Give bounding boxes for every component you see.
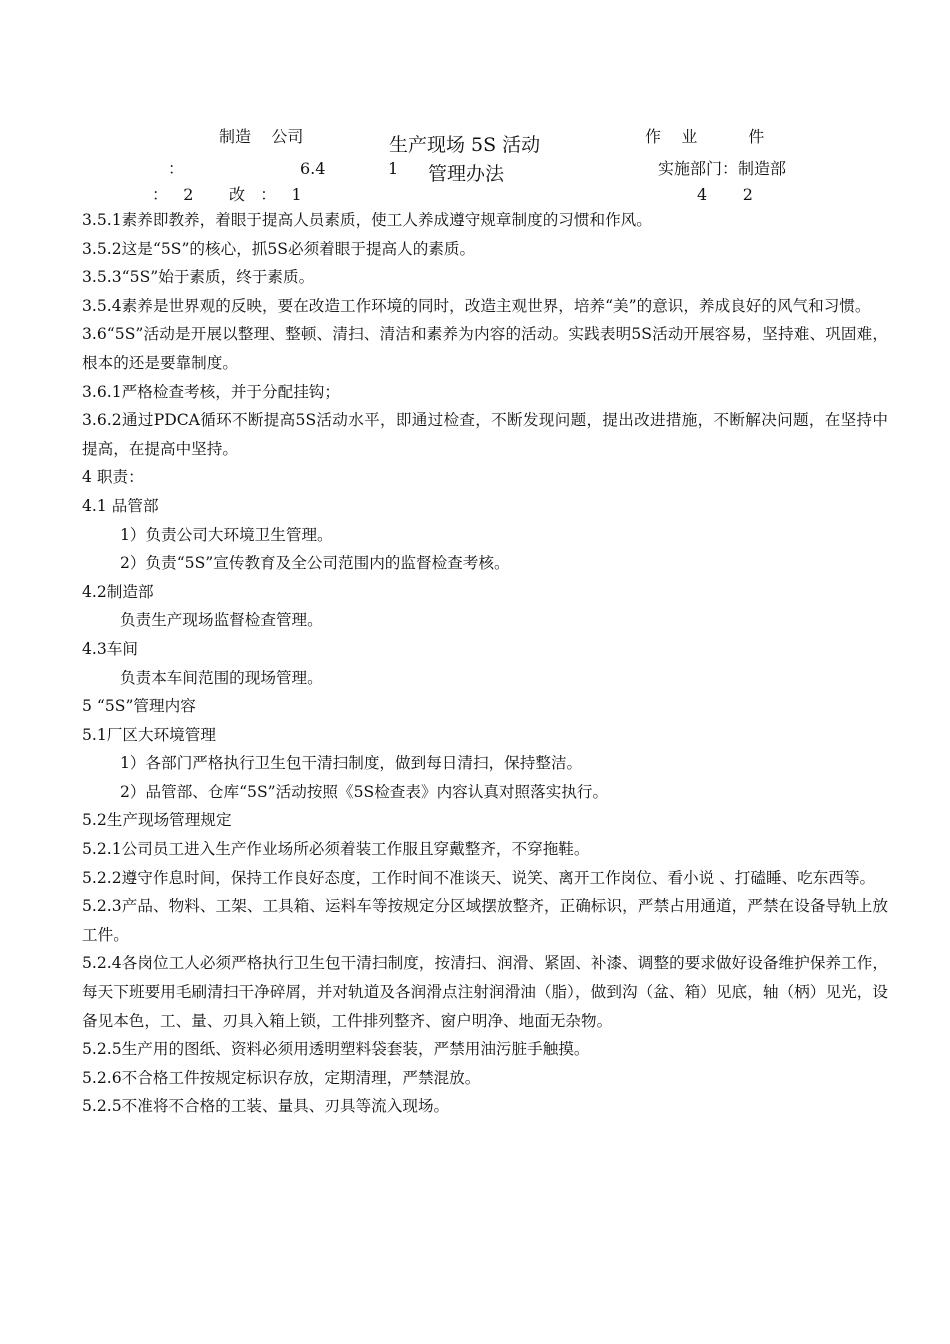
header-number: 1 bbox=[388, 159, 399, 178]
paragraph: 4.1 品管部 bbox=[82, 496, 159, 515]
paragraph: 4 职责： bbox=[82, 468, 144, 487]
paragraph: 3.6“5S”活动是开展以整理、整顿、清扫、清洁和素养为内容的活动。实践表明5S活动开展容易，坚持难、巩固难，根本的还是要靠制度。 bbox=[82, 325, 888, 372]
paragraph: 5.2.4各岗位工人必须严格执行卫生包干清扫制度，按清扫、润滑、紧固、补漆、调整的要求做好设备维护保养工作，每天下班要用毛刷清扫干净碎屑，并对轨道及各润滑点注射润滑油（脂），做到沟（盆、箱）见底，轴（柄）见光，设备见本色，工、量、刃具入箱上锁，工件排列整齐、窗户明净、地面无杂物。 bbox=[82, 954, 888, 1030]
paragraph: 5 “5S”管理内容 bbox=[82, 697, 196, 716]
paragraph: 负责本车间范围的现场管理。 bbox=[120, 668, 323, 687]
paragraph: 3.6.1严格检查考核，并于分配挂钩； bbox=[82, 382, 340, 401]
paragraph: 5.2.3产品、物料、工架、工具箱、运料车等按规定分区域摆放整齐，正确标识，严禁占用通道，严禁在设备导轨上放工件。 bbox=[82, 897, 888, 944]
paragraph: 5.2.1公司员工进入生产作业场所必须着装工作服且穿戴整齐，不穿拖鞋。 bbox=[82, 840, 590, 859]
document-title-line2: 管理办法 bbox=[428, 163, 505, 185]
document-body bbox=[82, 206, 888, 1121]
document-title-line1: 生产现场 5S 活动 bbox=[389, 134, 541, 156]
header-revision: ： 2 改 ： 1 bbox=[152, 185, 302, 204]
paragraph: 3.5.2这是“5S”的核心，抓5S必须着眼于提高人的素质。 bbox=[82, 239, 476, 258]
header-doc-type: 作 业 件 bbox=[645, 127, 765, 146]
header-company: 制造 公司 bbox=[219, 127, 304, 146]
header-clause-number: 6.4 bbox=[300, 159, 326, 178]
paragraph: 1）负责公司大环境卫生管理。 bbox=[120, 525, 333, 544]
paragraph: 4.2制造部 bbox=[82, 582, 154, 601]
paragraph: 5.1厂区大环境管理 bbox=[82, 725, 216, 744]
paragraph: 3.5.4素养是世界观的反映，要在改造工作环境的同时，改造主观世界，培养“美”的意识，养成良好的风气和习惯。 bbox=[82, 296, 871, 315]
paragraph: 5.2生产现场管理规定 bbox=[82, 811, 232, 830]
paragraph: 负责生产现场监督检查管理。 bbox=[120, 611, 323, 630]
paragraph: 5.2.5不准将不合格的工装、量具、刃具等流入现场。 bbox=[82, 1097, 450, 1116]
paragraph: 2）品管部、仓库“5S”活动按照《5S检查表》内容认真对照落实执行。 bbox=[120, 782, 609, 801]
paragraph: 4.3车间 bbox=[82, 639, 138, 658]
header-page: 4 2 bbox=[697, 185, 753, 204]
paragraph: 1）各部门严格执行卫生包干清扫制度，做到每日清扫，保持整洁。 bbox=[120, 754, 583, 773]
header-colon: ： bbox=[168, 159, 185, 178]
paragraph: 2）负责“5S”宣传教育及全公司范围内的监督检查考核。 bbox=[120, 554, 510, 573]
header-department: 实施部门：制造部 bbox=[658, 159, 787, 178]
paragraph: 5.2.5生产用的图纸、资料必须用透明塑料袋套装，严禁用油污脏手触摸。 bbox=[82, 1040, 590, 1059]
paragraph: 3.5.1素养即教养，着眼于提高人员素质，使工人养成遵守规章制度的习惯和作风。 bbox=[82, 211, 652, 229]
paragraph: 3.6.2通过PDCA循环不断提高5S活动水平，即通过检查，不断发现问题，提出改进措施，不断解决问题，在坚持中提高，在提高中坚持。 bbox=[82, 411, 888, 458]
paragraph: 5.2.6不合格工件按规定标识存放，定期清理，严禁混放。 bbox=[82, 1068, 481, 1087]
paragraph: 3.5.3“5S”始于素质，终于素质。 bbox=[82, 268, 315, 287]
paragraph: 5.2.2遵守作息时间，保持工作良好态度，工作时间不准谈天、说笑、离开工作岗位、看小说 、打磕睡、吃东西等。 bbox=[82, 868, 876, 887]
